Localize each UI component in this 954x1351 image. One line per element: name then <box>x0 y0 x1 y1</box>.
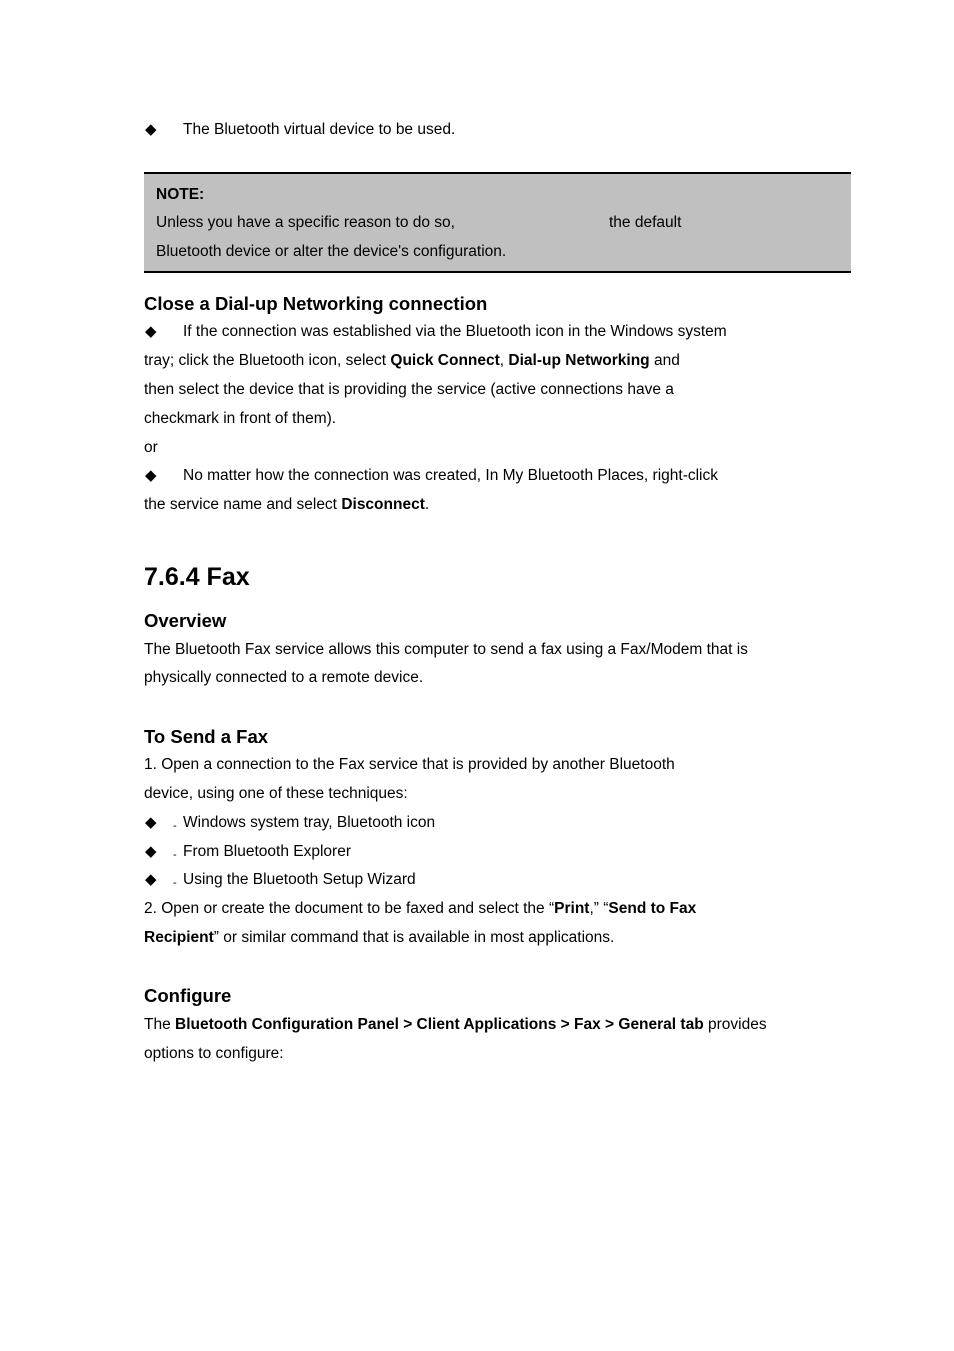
note-label: NOTE: <box>156 186 205 203</box>
close-b1-line4: checkmark in front of them). <box>144 410 337 427</box>
bullet-icon: ◆ <box>145 871 157 888</box>
send-step1-line1: 1. Open a connection to the Fax service that is provided by another Bluetooth <box>144 756 675 773</box>
bullet-icon: ◆ <box>145 323 157 340</box>
note-line2: Bluetooth device or alter the device's configuration. <box>156 243 507 260</box>
configure-heading: Configure <box>144 985 232 1006</box>
send-step2-line1: 2. Open or create the document to be faxed and select the “Print,” “Send to Fax <box>144 900 697 917</box>
fax-section-title: 7.6.4 Fax <box>144 563 250 591</box>
close-b1-line2: tray; click the Bluetooth icon, select Quick Connect, Dial-up Networking and <box>144 352 680 369</box>
configure-line2: options to configure: <box>144 1045 284 1062</box>
close-b1-line1: If the connection was established via the Bluetooth icon in the Windows system <box>183 323 727 340</box>
list-marker: - <box>173 877 177 889</box>
bullet-icon: ◆ <box>145 843 157 860</box>
note-box <box>144 172 851 273</box>
intro-bullet-text: The Bluetooth virtual device to be used. <box>183 121 456 138</box>
technique-item: Using the Bluetooth Setup Wizard <box>183 871 416 888</box>
list-marker: - <box>173 820 177 832</box>
technique-item: From Bluetooth Explorer <box>183 843 351 860</box>
technique-item: Windows system tray, Bluetooth icon <box>183 814 436 831</box>
bullet-icon: ◆ <box>145 814 157 831</box>
or-text: or <box>144 439 158 456</box>
close-b2-line2: the service name and select Disconnect. <box>144 496 430 513</box>
send-step2-line2: Recipient” or similar command that is available in most applications. <box>144 929 615 946</box>
bullet-icon: ◆ <box>145 121 157 138</box>
overview-line2: physically connected to a remote device. <box>144 669 424 686</box>
bullet-icon: ◆ <box>145 467 157 484</box>
send-step1-line2: device, using one of these techniques: <box>144 785 408 802</box>
send-fax-heading: To Send a Fax <box>144 726 269 747</box>
note-line1a: Unless you have a specific reason to do so, <box>156 214 455 231</box>
close-dialup-heading: Close a Dial-up Networking connection <box>144 293 488 314</box>
close-b1-line3: then select the device that is providing the service (active connections have a <box>144 381 674 398</box>
overview-line1: The Bluetooth Fax service allows this computer to send a fax using a Fax/Modem that is <box>144 641 748 658</box>
overview-heading: Overview <box>144 610 227 631</box>
note-line1b: the default <box>609 214 682 231</box>
configure-line1: The Bluetooth Configuration Panel > Client Applications > Fax > General tab provides <box>144 1016 767 1033</box>
list-marker: - <box>173 849 177 861</box>
close-b2-line1: No matter how the connection was created, In My Bluetooth Places, right-click <box>183 467 718 484</box>
